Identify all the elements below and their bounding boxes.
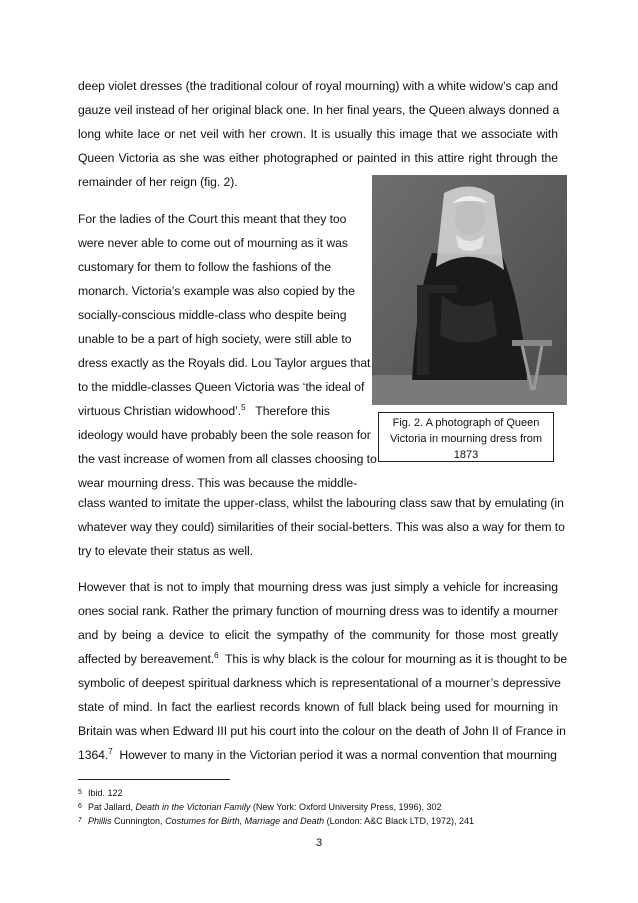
footnote-ref-7[interactable]: 7 (108, 746, 113, 756)
body-line-tail: However to many in the Victorian period it was a normal convention that mourning (112, 748, 557, 762)
body-line: Britain was when Edward III put his court into the colour on the death of John II of France in (78, 724, 566, 738)
side-line: customary for them to follow the fashions of the (78, 260, 331, 274)
body-line-text: affected by bereavement. (78, 652, 215, 666)
body-line: class wanted to imitate the upper-class, whilst the labouring class saw that by emulating (in (78, 496, 564, 510)
footnote-text-tail: (New York: Oxford University Press, 1996), 302 (250, 802, 442, 812)
side-line: to the middle-classes Queen Victoria was ‘the ideal of (78, 380, 365, 394)
footnote-number: 6 (78, 803, 82, 810)
footnote-text: Ibid. 122 (88, 788, 123, 798)
page-number: 3 (315, 837, 323, 849)
side-line: the vast increase of women from all classes choosing to (78, 452, 377, 466)
side-line: monarch. Victoria’s example was also copied by the (78, 284, 355, 298)
footnote-divider (78, 779, 230, 780)
side-line: For the ladies of the Court this meant that they too (78, 212, 347, 226)
footnote-book-title: Death in the Victorian Family (135, 802, 251, 812)
body-line: ones social rank. Rather the primary function of mourning dress was to identify a mourner (78, 604, 558, 618)
side-line-with-footnote (78, 403, 330, 419)
footnote-5 (78, 787, 123, 799)
footnote-text-tail: (London: A&C Black LTD, 1972), 241 (324, 816, 475, 826)
footnote-ref-6[interactable]: 6 (214, 650, 219, 660)
footnote-book-title: Costumes for Birth, Marriage and Death (165, 816, 325, 826)
body-line-with-footnote (78, 651, 567, 667)
footnote-7 (78, 815, 474, 827)
body-line: long white lace or net veil with her crown. It is usually this image that we associate with (78, 127, 558, 141)
side-line-text: virtuous Christian widowhood’. (78, 404, 242, 418)
footnote-number: 5 (78, 789, 82, 796)
body-line-with-footnote (78, 747, 557, 763)
body-line: and by being a device to elicit the sympathy of the community for those most greatly (78, 628, 558, 642)
side-line: ideology would have probably been the sole reason for (78, 428, 371, 442)
body-line: However that is not to imply that mourning dress was just simply a vehicle for increasing (78, 580, 558, 594)
body-line: try to elevate their status as well. (78, 544, 253, 558)
figure-caption: Fig. 2. A photograph of Queen Victoria in mourning dress from 1873 (378, 412, 554, 462)
footnote-author-first: Phillis (88, 816, 112, 826)
body-line: Queen Victoria as she was either photographed or painted in this attire right through the (78, 151, 558, 165)
body-line: deep violet dresses (the traditional colour of royal mourning) with a white widow’s cap and (78, 79, 558, 93)
side-line: dress exactly as the Royals did. Lou Taylor argues that (78, 356, 371, 370)
footnote-number: 7 (78, 817, 82, 824)
side-line: unable to be a part of high society, were still able to (78, 332, 352, 346)
photograph-image-icon (372, 175, 567, 405)
footnote-text: Pat Jallard, (88, 802, 136, 812)
side-line: wear mourning dress. This was because the middle- (78, 476, 358, 490)
body-line: remainder of her reign (fig. 2). (78, 175, 238, 189)
body-line: gauze veil instead of her original black one. In her final years, the Queen always donned a (78, 103, 560, 117)
footnote-text: Cunnington, (111, 816, 166, 826)
body-line-tail: This is why black is the colour for mourning as it is thought to be (218, 652, 568, 666)
side-line-tail: Therefore this (245, 404, 330, 418)
footnote-6 (78, 801, 442, 813)
footnote-ref-5[interactable]: 5 (241, 402, 246, 412)
body-line: state of mind. In fact the earliest records known of full black being used for mourning in (78, 700, 558, 714)
side-line: were never able to come out of mourning as it was (78, 236, 348, 250)
queen-victoria-photograph (372, 175, 567, 405)
side-line: socially-conscious middle-class who despite being (78, 308, 347, 322)
body-line: whatever way they could) similarities of their social-betters. This was also a way for them to (78, 520, 565, 534)
body-line: symbolic of deepest spiritual darkness which is representational of a mourner’s depressive (78, 676, 561, 690)
body-line-text: 1364. (78, 748, 109, 762)
